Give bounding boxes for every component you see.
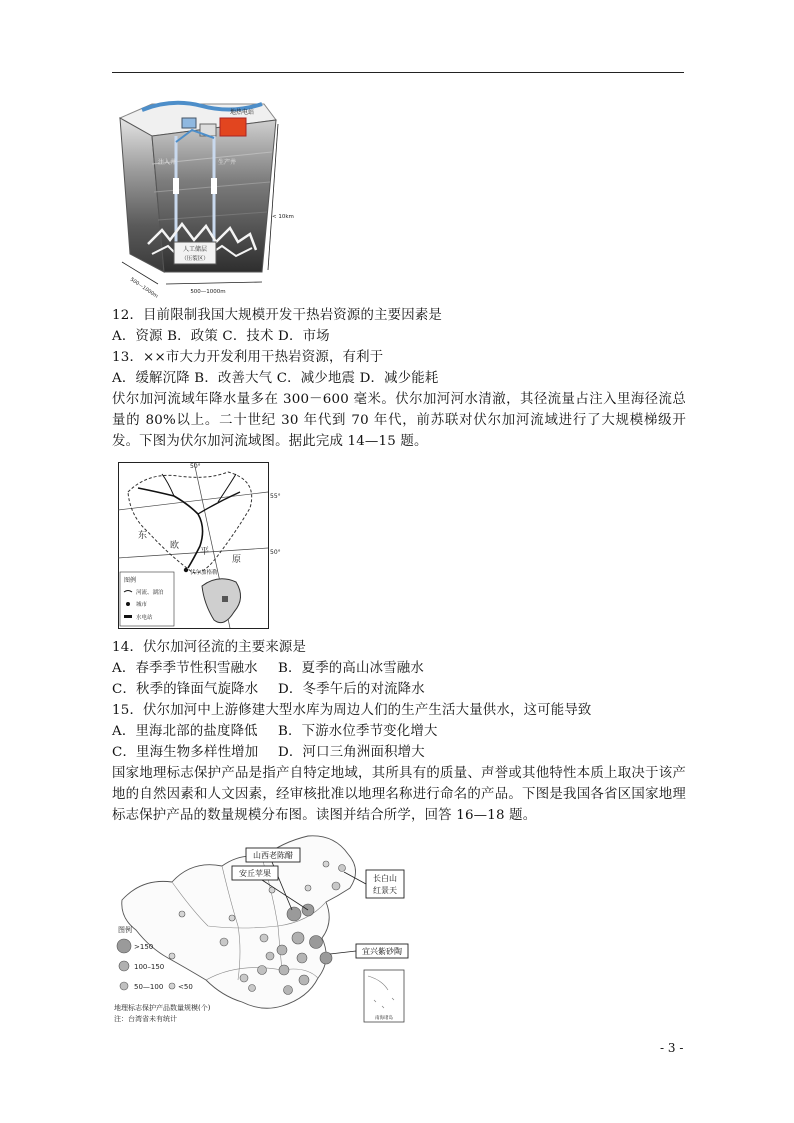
stimulated-zone-label: 人工储层 xyxy=(182,246,208,253)
city-label: 伏尔加格勒 xyxy=(190,570,218,576)
q14-stem: 14．伏尔加河径流的主要来源是 xyxy=(112,640,307,655)
callout-changbai-2: 红景天 xyxy=(373,886,397,895)
q14-option-c: C．秋季的锋面气旋降水 xyxy=(112,682,259,697)
legend-title-3: 图例 xyxy=(118,926,132,934)
callout-shanxi: 山西老陈醋 xyxy=(253,851,293,860)
q14-option-d: D．冬季午后的对流降水 xyxy=(278,682,425,697)
legend-gt150: >150 xyxy=(134,943,154,951)
gi-products-intro: 国家地理标志保护产品是指产自特定地域，其所具有的质量、声誉或其他特性本质上取决于该产地的自然因素和人文因素，经审核批准以地理名称进行命名的产品。下图是我国各省区国家地理标志保护产品的数量规模分布图。读图并结合所学，回答 16—18 题。 xyxy=(112,766,686,823)
injection-well-label: 注入井 xyxy=(158,159,177,166)
page-number: - 3 - xyxy=(660,1041,684,1055)
map-caption: 地理标志保护产品数量规模(个) xyxy=(114,1004,211,1012)
callout-anqiu: 安丘苹果 xyxy=(239,869,271,878)
region-label-2: 欧 xyxy=(170,541,180,551)
q15-option-a: A．里海北部的盐度降低 xyxy=(112,724,258,739)
region-label-1: 东 xyxy=(138,531,148,541)
q15-stem: 15．伏尔加河中上游修建大型水库为周边人们的生产生活大量供水，这可能导致 xyxy=(112,703,592,718)
q15-option-b: B．下游水位季节变化增大 xyxy=(278,724,438,739)
lat55-label: 55° xyxy=(270,493,281,500)
q12-options: A．资源 B．政策 C．技术 D．市场 xyxy=(112,329,330,344)
volga-intro: 伏尔加河流域年降水量多在 300－600 毫米。伏尔加河河水清澈，其径流量占注入里海径流总量的 80%以上。二十世纪 30 年代到 70 年代，前苏联对伏尔加河流域进行了大规模梯级开发。下图为伏尔加河流域图。据此完成 14—15 题。 xyxy=(112,392,686,449)
callout-yixing: 宜兴紫砂陶 xyxy=(362,947,402,956)
legend-100-150: 100–150 xyxy=(134,963,165,971)
map-note: 注：台湾省未有统计 xyxy=(114,1015,177,1023)
q15-option-d: D．河口三角洲面积增大 xyxy=(278,745,425,760)
q14-option-a: A．春季季节性积雪融水 xyxy=(112,661,258,676)
q15-option-c: C．里海生物多样性增加 xyxy=(112,745,259,760)
lat50-label: 50° xyxy=(270,549,281,556)
side-label: 500—1000m xyxy=(128,276,159,300)
lon50-label: 50° xyxy=(190,463,201,470)
stimulated-zone-sub-label: （压裂区） xyxy=(181,256,209,262)
legend-rivers: 河流、湖泊 xyxy=(136,590,164,596)
legend-station: 水电站 xyxy=(136,615,153,621)
region-label-4: 原 xyxy=(232,555,242,565)
width-label: 500—1000m xyxy=(190,289,226,295)
station-label: 地热电站 xyxy=(230,109,255,116)
q12-stem: 12．目前限制我国大规模开发干热岩资源的主要因素是 xyxy=(112,308,443,323)
legend-50-100: 50—100 xyxy=(134,983,164,991)
production-well-label: 生产井 xyxy=(218,159,237,166)
legend-city: 城市 xyxy=(136,602,148,608)
depth-label: < 10km xyxy=(272,214,294,220)
gi-products-map xyxy=(112,830,412,1026)
volga-basin-map xyxy=(118,462,282,632)
region-label-3: 平 xyxy=(200,547,210,557)
q13-options: A．缓解沉降 B．改善大气 C．减少地震 D．减少能耗 xyxy=(112,371,439,386)
callout-changbai-1: 长白山 xyxy=(373,874,397,883)
legend-title: 图例 xyxy=(124,577,137,584)
q14-option-b: B．夏季的高山冰雪融水 xyxy=(278,661,424,676)
inset-label: 南海诸岛 xyxy=(375,1016,393,1021)
q13-stem: 13．××市大力开发利用干热岩资源，有利于 xyxy=(112,350,384,365)
hot-dry-rock-diagram xyxy=(112,94,308,302)
header-rule xyxy=(112,72,684,73)
legend-lt50: <50 xyxy=(178,983,193,991)
